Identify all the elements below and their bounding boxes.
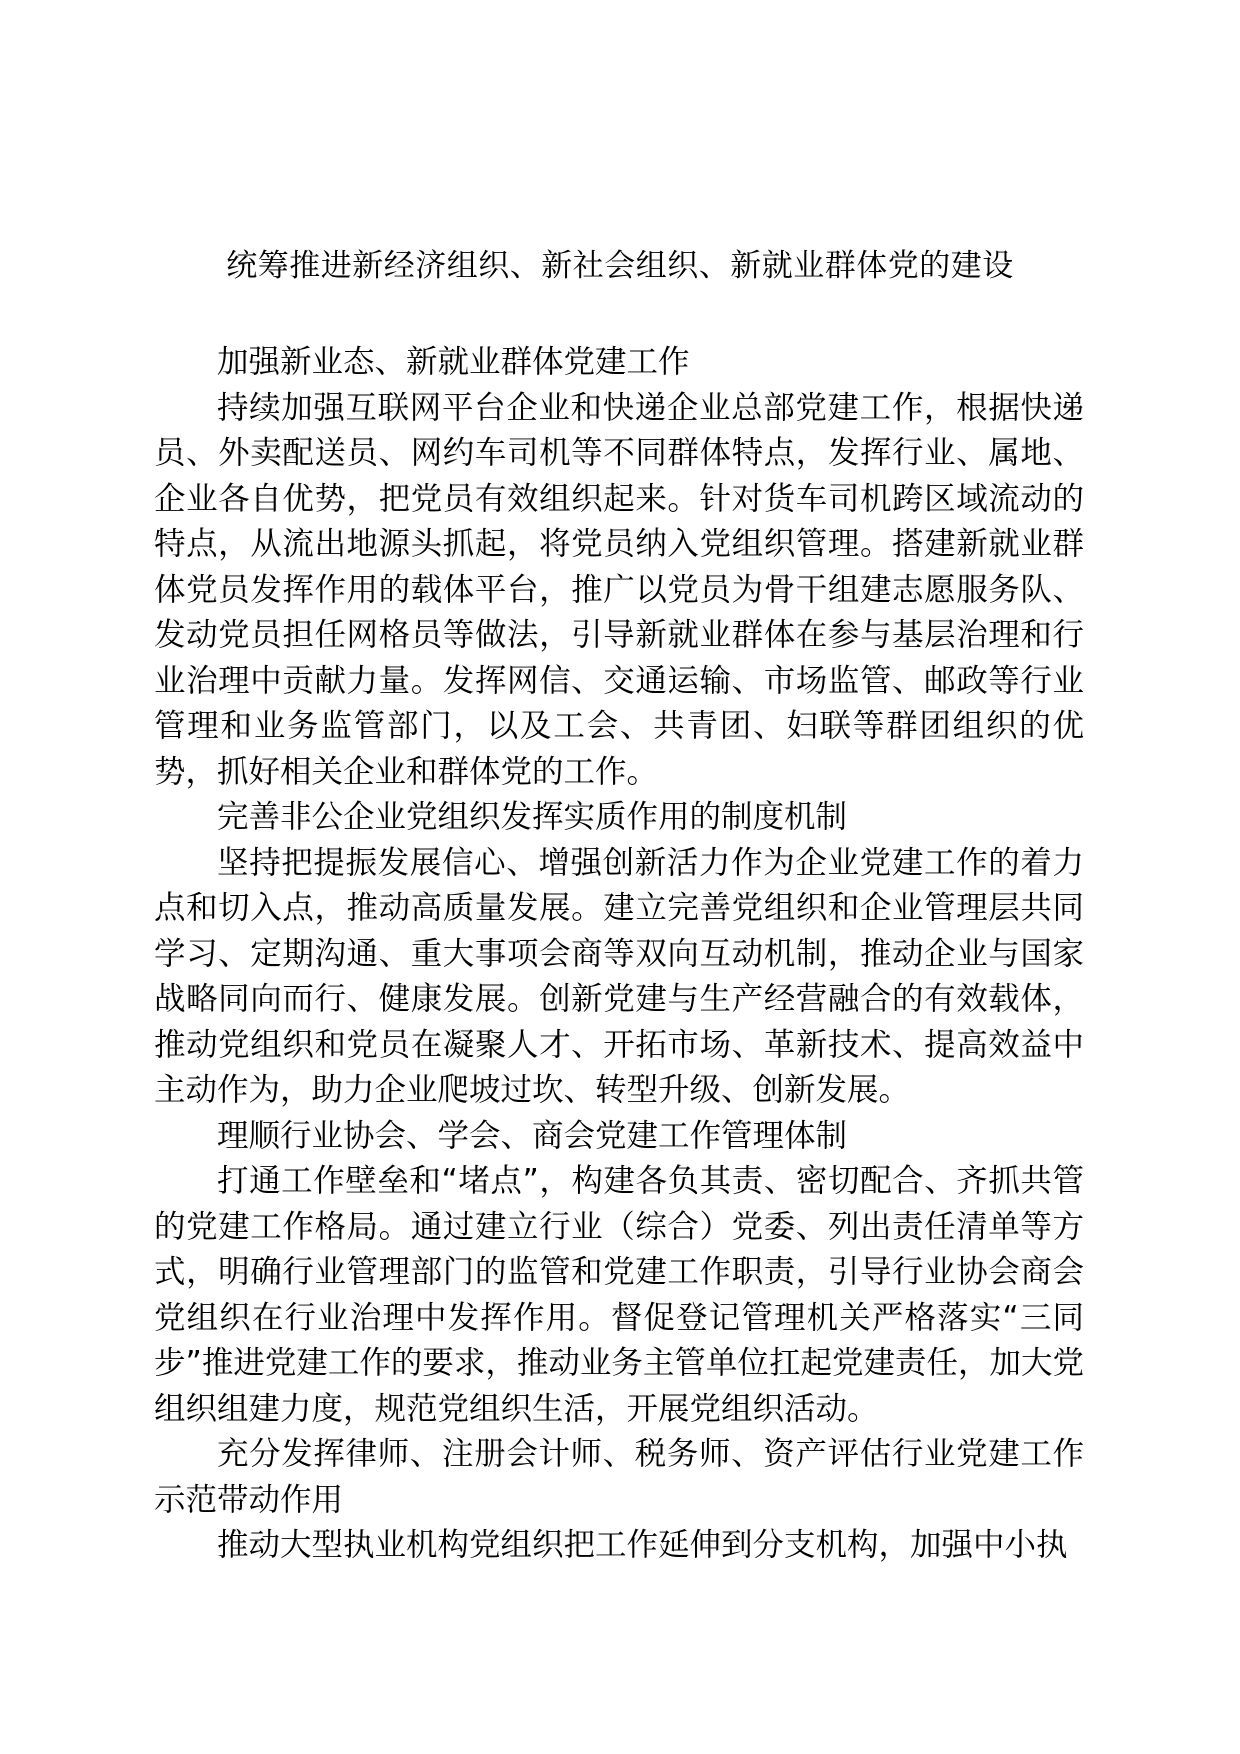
document-body <box>154 340 1084 1569</box>
section-heading: 完善非公企业党组织发挥实质作用的制度机制 <box>217 799 848 835</box>
body-paragraph: 坚持把提振发展信心、增强创新活力作为企业党建工作的着力点和切入点，推动高质量发展。建立完善党组织和企业管理层共同学习、定期沟通、重大事项会商等双向互动机制，推动企业与国家战略同向而行、健康发展。创新党建与生产经营融合的有效载体，推动党组织和党员在凝聚人才、开拓市场、革新技术、提高效益中主动作为，助力企业爬坡过坎、转型升级、创新发展。 <box>154 844 1084 1108</box>
body-paragraph: 持续加强互联网平台企业和快递企业总部党建工作，根据快递员、外卖配送员、网约车司机等不同群体特点，发挥行业、属地、企业各自优势，把党员有效组织起来。针对货车司机跨区域流动的特点，从流出地源头抓起，将党员纳入党组织管理。搭建新就业群体党员发挥作用的载体平台，推广以党员为骨干组建志愿服务队、发动党员担任网格员等做法，引导新就业群体在参与基层治理和行业治理中贡献力量。发挥网信、交通运输、市场监管、邮政等行业管理和业务监管部门，以及工会、共青团、妇联等群团组织的优势，抓好相关企业和群体党的工作。 <box>154 389 1084 790</box>
section-heading: 加强新业态、新就业群体党建工作 <box>217 344 690 380</box>
document-title: 统筹推进新经济组织、新社会组织、新就业群体党的建设 <box>226 248 1014 284</box>
section-heading: 理顺行业协会、学会、商会党建工作管理体制 <box>217 1117 848 1154</box>
body-paragraph: 打通工作壁垒和“堵点”，构建各负其责、密切配合、齐抓共管的党建工作格局。通过建立行业（综合）党委、列出责任清单等方式，明确行业管理部门的监管和党建工作职责，引导行业协会商会党组织在行业治理中发挥作用。督促登记管理机关严格落实“三同步”推进党建工作的要求，推动业务主管单位扛起党建责任，加大党组织组建力度，规范党组织生活，开展党组织活动。 <box>154 1163 1084 1427</box>
body-paragraph: 推动大型执业机构党组织把工作延伸到分支机构，加强中小执 <box>217 1527 1068 1563</box>
section-heading: 充分发挥律师、注册会计师、税务师、资产评估行业党建工作示范带动作用 <box>154 1436 1084 1518</box>
